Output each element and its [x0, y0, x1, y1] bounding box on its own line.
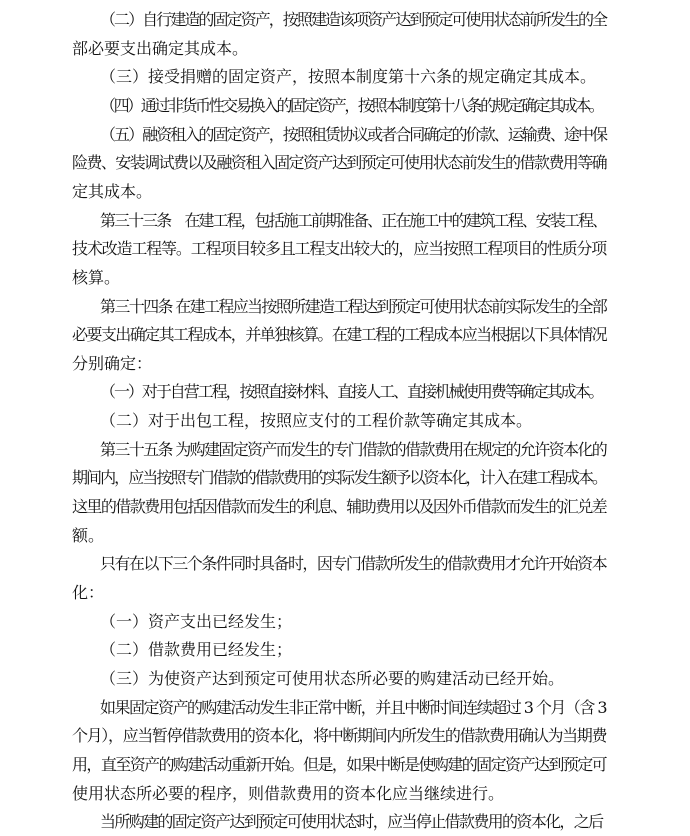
paragraph-line: 期间内，应当按照专门借款的借款费用的实际发生额予以资本化，计入在建工程成本。 — [72, 468, 606, 488]
paragraph-line: 如果固定资产的购建活动发生非正常中断，并且中断时间连续超过 3 个月（含 3 — [100, 697, 606, 717]
paragraph-line: 技术改造工程等。工程项目较多且工程支出较大的，应当按照工程项目的性质分项 — [72, 239, 606, 259]
paragraph-line: 部必要支出确定其成本。 — [72, 38, 249, 58]
paragraph-line: 分别确定： — [72, 353, 153, 373]
paragraph-line: 使用状态所必要的程序，则借款费用的资本化应当继续进行。 — [72, 783, 505, 803]
paragraph-line: 定其成本。 — [72, 181, 153, 201]
paragraph-line: 险费、安装调试费以及融资租入固定资产达到预定可使用状态前发生的借款费用等确 — [72, 153, 606, 173]
paragraph-line: 只有在以下三个条件同时具备时，因专门借款所发生的借款费用才允许开始资本 — [100, 554, 606, 574]
paragraph-line: （四）通过非货币性交易换入的固定资产，按照本制度第十八条的规定确定其成本。 — [100, 95, 603, 115]
paragraph-line: （三）为使资产达到预定可使用状态所必要的购建活动已经开始。 — [100, 668, 565, 688]
paragraph-line: （一）资产支出已经发生； — [100, 611, 293, 631]
paragraph-line: 第三十四条 在建工程应当按照所建造工程达到预定可使用状态前实际发生的全部 — [100, 296, 606, 316]
paragraph-line: 必要支出确定其工程成本，并单独核算。在建工程的工程成本应当根据以下具体情况 — [72, 325, 606, 345]
paragraph-line: 当所购建的固定资产达到预定可使用状态时，应当停止借款费用的资本化，之后 — [100, 812, 603, 832]
paragraph-line: 第三十五条 为购建固定资产而发生的专门借款的借款费用在规定的允许资本化的 — [100, 439, 606, 459]
paragraph-line: （二）自行建造的固定资产，按照建造该项资产达到预定可使用状态前所发生的全 — [100, 10, 606, 29]
paragraph-line: 化： — [72, 583, 105, 602]
paragraph-line: 个月），应当暂停借款费用的资本化，将中断期间内所发生的借款费用确认为当期费 — [72, 726, 606, 746]
paragraph-line: （三）接受捐赠的固定资产，按照本制度第十六条的规定确定其成本。 — [100, 67, 597, 87]
paragraph-line: 这里的借款费用包括因借款而发生的利息、辅助费用以及因外币借款而发生的汇兑差 — [72, 497, 606, 517]
paragraph-line: 额。 — [72, 525, 105, 545]
paragraph-line: （一）对于自营工程，按照直接材料、直接人工、直接机械使用费等确定其成本。 — [100, 382, 603, 402]
paragraph-line: 用，直至资产的购建活动重新开始。但是，如果中断是使购建的固定资产达到预定可 — [72, 754, 606, 774]
paragraph-line: （五）融资租入的固定资产，按照租赁协议或者合同确定的价款、运输费、途中保 — [100, 124, 606, 144]
paragraph-line: （二）借款费用已经发生； — [100, 640, 293, 660]
paragraph-line: 第三十三条 在建工程，包括施工前期准备、正在施工中的建筑工程、安装工程、 — [100, 210, 606, 230]
paragraph-line: 核算。 — [72, 267, 121, 287]
paragraph-line: （二）对于出包工程，按照应支付的工程价款等确定其成本。 — [100, 411, 533, 431]
